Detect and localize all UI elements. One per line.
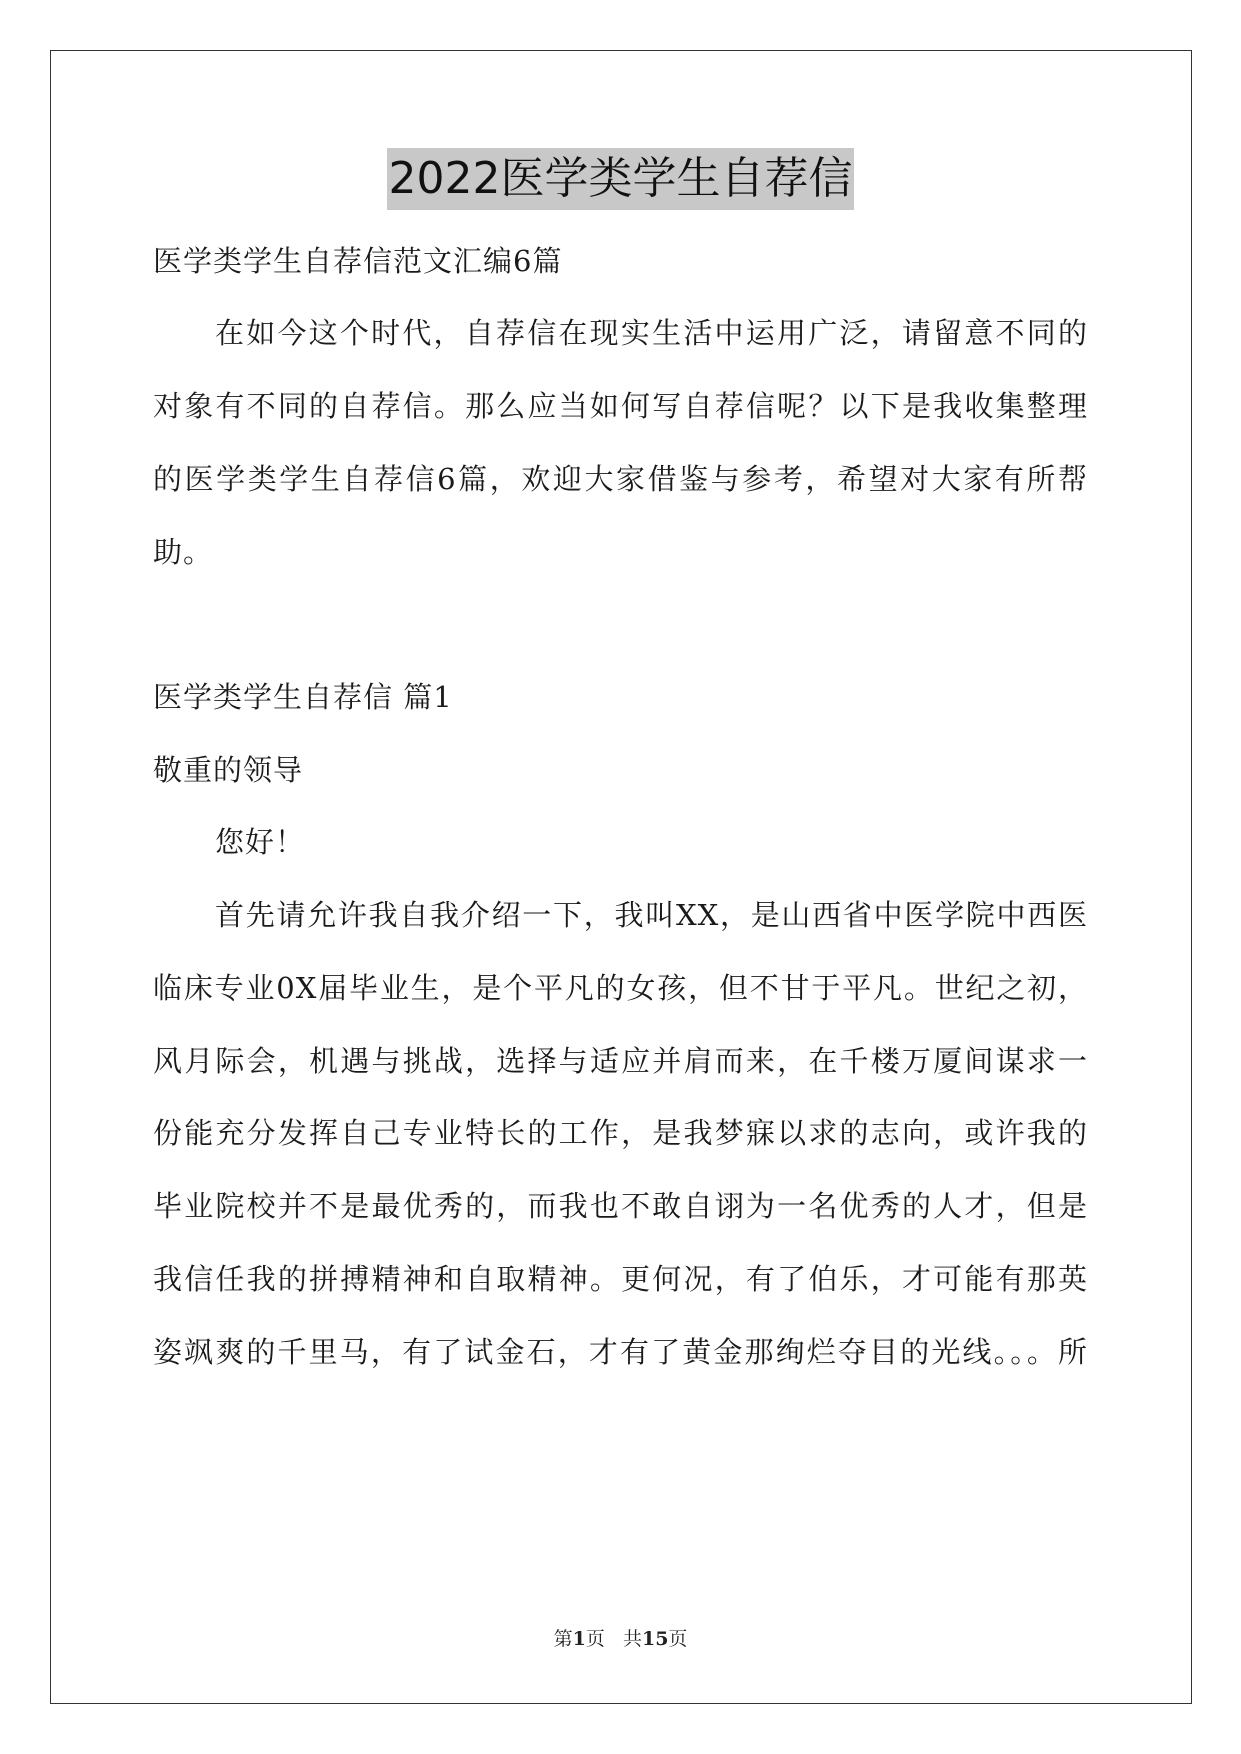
intro-line: 助。 — [153, 535, 214, 569]
body-line: 毕业院校并不是最优秀的，而我也不敢自诩为一名优秀的人才，但是 — [153, 1189, 1088, 1223]
greeting: 您好！ — [215, 825, 306, 859]
footer-page-suffix: 页 — [585, 1628, 605, 1650]
body-line: 风月际会，机遇与挑战，选择与适应并肩而来，在千楼万厦间谋求一 — [153, 1044, 1088, 1078]
intro-line: 在如今这个时代，自荐信在现实生活中运用广泛，请留意不同的 — [215, 316, 1088, 350]
document-title: 2022医学类学生自荐信 — [387, 148, 855, 210]
intro-line: 对象有不同的自荐信。那么应当如何写自荐信呢？以下是我收集整理 — [153, 389, 1088, 423]
body-line: 份能充分发挥自己专业特长的工作，是我梦寐以求的志向，或许我的 — [153, 1116, 1088, 1150]
salutation: 敬重的领导 — [153, 753, 304, 787]
title-container — [0, 148, 1241, 210]
section-heading: 医学类学生自荐信 篇1 — [153, 680, 453, 714]
current-page-number: 1 — [572, 1628, 586, 1650]
footer-total-suffix: 页 — [668, 1628, 688, 1650]
body-line: 首先请允许我自我介绍一下，我叫XX，是山西省中医学院中西医 — [215, 898, 1088, 932]
footer-total-prefix: 共 — [622, 1628, 642, 1650]
body-line: 姿飒爽的千里马，有了试金石，才有了黄金那绚烂夺目的光线。。。所 — [153, 1335, 1088, 1369]
page-border — [50, 50, 1192, 1704]
footer-prefix: 第 — [553, 1628, 573, 1650]
total-pages-number: 15 — [641, 1628, 669, 1650]
body-line: 临床专业0X届毕业生，是个平凡的女孩，但不甘于平凡。世纪之初， — [153, 971, 1088, 1005]
intro-line: 的医学类学生自荐信6篇，欢迎大家借鉴与参考，希望对大家有所帮 — [153, 462, 1088, 496]
document-subtitle: 医学类学生自荐信范文汇编6篇 — [153, 244, 563, 278]
page-footer — [0, 1626, 1241, 1652]
body-line: 我信任我的拼搏精神和自取精神。更何况，有了伯乐，才可能有那英 — [153, 1262, 1088, 1296]
